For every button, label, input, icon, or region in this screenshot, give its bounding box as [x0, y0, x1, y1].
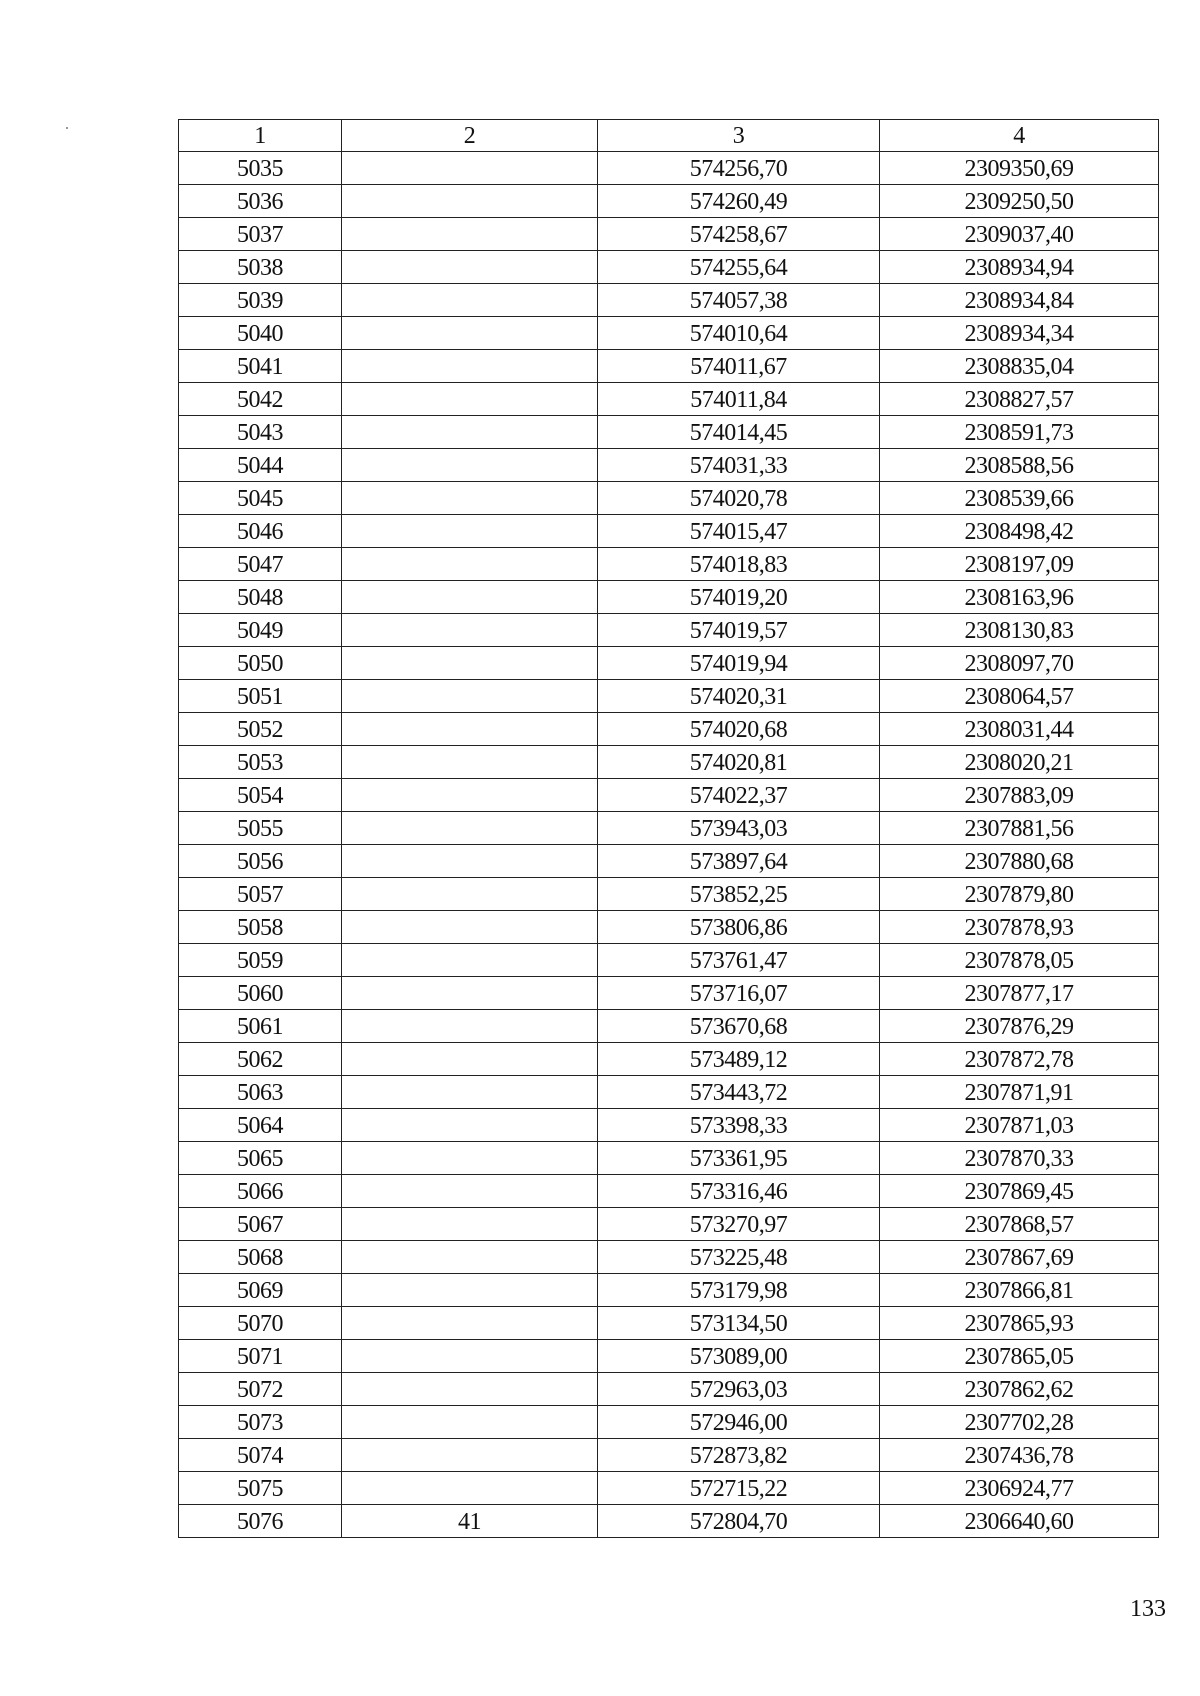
column-2-cell	[342, 977, 598, 1010]
point-number-cell: 5070	[179, 1307, 342, 1340]
coordinate-x-cell: 572946,00	[598, 1406, 880, 1439]
coordinate-y-cell: 2308934,94	[880, 251, 1159, 284]
coordinate-y-cell: 2307702,28	[880, 1406, 1159, 1439]
coordinate-y-cell: 2309250,50	[880, 185, 1159, 218]
point-number-cell: 5072	[179, 1373, 342, 1406]
coordinate-y-cell: 2308197,09	[880, 548, 1159, 581]
table-row	[179, 1439, 1159, 1472]
point-number-cell: 5064	[179, 1109, 342, 1142]
column-2-cell	[342, 416, 598, 449]
coordinate-y-cell: 2307865,93	[880, 1307, 1159, 1340]
table-row	[179, 482, 1159, 515]
coordinate-x-cell: 573316,46	[598, 1175, 880, 1208]
coordinate-y-cell: 2308588,56	[880, 449, 1159, 482]
point-number-cell: 5068	[179, 1241, 342, 1274]
point-number-cell: 5062	[179, 1043, 342, 1076]
coordinate-x-cell: 573398,33	[598, 1109, 880, 1142]
column-2-cell	[342, 1010, 598, 1043]
coordinate-y-cell: 2307878,93	[880, 911, 1159, 944]
coordinate-y-cell: 2309037,40	[880, 218, 1159, 251]
table-row	[179, 218, 1159, 251]
coordinate-x-cell: 573761,47	[598, 944, 880, 977]
table-row	[179, 647, 1159, 680]
coordinate-y-cell: 2307866,81	[880, 1274, 1159, 1307]
column-2-cell	[342, 1373, 598, 1406]
coordinate-x-cell: 574011,84	[598, 383, 880, 416]
coordinate-y-cell: 2308163,96	[880, 581, 1159, 614]
coordinate-x-cell: 574258,67	[598, 218, 880, 251]
table-row	[179, 944, 1159, 977]
coordinate-y-cell: 2307877,17	[880, 977, 1159, 1010]
coordinate-y-cell: 2307879,80	[880, 878, 1159, 911]
table-row	[179, 614, 1159, 647]
table-row	[179, 284, 1159, 317]
coordinate-y-cell: 2307872,78	[880, 1043, 1159, 1076]
coordinate-x-cell: 572963,03	[598, 1373, 880, 1406]
column-2-cell	[342, 944, 598, 977]
table-row	[179, 1175, 1159, 1208]
coordinate-y-cell: 2308020,21	[880, 746, 1159, 779]
point-number-cell: 5057	[179, 878, 342, 911]
table-header	[179, 120, 1159, 152]
coordinate-x-cell: 574255,64	[598, 251, 880, 284]
point-number-cell: 5066	[179, 1175, 342, 1208]
coordinate-y-cell: 2307871,91	[880, 1076, 1159, 1109]
table-row	[179, 977, 1159, 1010]
coordinate-x-cell: 574019,57	[598, 614, 880, 647]
coordinate-y-cell: 2307868,57	[880, 1208, 1159, 1241]
point-number-cell: 5061	[179, 1010, 342, 1043]
point-number-cell: 5043	[179, 416, 342, 449]
column-2-cell	[342, 713, 598, 746]
column-2-cell	[342, 1406, 598, 1439]
column-2-cell	[342, 515, 598, 548]
table-row	[179, 746, 1159, 779]
header-cell-3: 3	[598, 120, 880, 152]
point-number-cell: 5048	[179, 581, 342, 614]
coordinate-x-cell: 573852,25	[598, 878, 880, 911]
table-row	[179, 680, 1159, 713]
header-cell-2: 2	[342, 120, 598, 152]
coordinate-x-cell: 574018,83	[598, 548, 880, 581]
point-number-cell: 5054	[179, 779, 342, 812]
table-row	[179, 515, 1159, 548]
table-row	[179, 1010, 1159, 1043]
point-number-cell: 5036	[179, 185, 342, 218]
coordinate-y-cell: 2308934,34	[880, 317, 1159, 350]
table-row	[179, 1406, 1159, 1439]
column-2-cell	[342, 1142, 598, 1175]
point-number-cell: 5069	[179, 1274, 342, 1307]
table-row	[179, 416, 1159, 449]
table-row	[179, 1307, 1159, 1340]
coordinate-y-cell: 2308827,57	[880, 383, 1159, 416]
point-number-cell: 5073	[179, 1406, 342, 1439]
coordinate-x-cell: 574019,94	[598, 647, 880, 680]
column-2-cell	[342, 1307, 598, 1340]
column-2-cell	[342, 383, 598, 416]
coordinate-y-cell: 2306924,77	[880, 1472, 1159, 1505]
point-number-cell: 5052	[179, 713, 342, 746]
coordinate-x-cell: 573897,64	[598, 845, 880, 878]
coordinate-y-cell: 2307869,45	[880, 1175, 1159, 1208]
point-number-cell: 5047	[179, 548, 342, 581]
table-row	[179, 1373, 1159, 1406]
coordinate-x-cell: 574020,78	[598, 482, 880, 515]
point-number-cell: 5053	[179, 746, 342, 779]
table-row	[179, 911, 1159, 944]
column-2-cell	[342, 1340, 598, 1373]
column-2-cell	[342, 746, 598, 779]
table-row	[179, 1241, 1159, 1274]
point-number-cell: 5065	[179, 1142, 342, 1175]
table-row	[179, 1109, 1159, 1142]
column-2-cell	[342, 152, 598, 185]
table-row	[179, 878, 1159, 911]
point-number-cell: 5076	[179, 1505, 342, 1538]
table-row	[179, 1043, 1159, 1076]
table-row	[179, 713, 1159, 746]
column-2-cell	[342, 251, 598, 284]
point-number-cell: 5038	[179, 251, 342, 284]
coordinate-y-cell: 2307865,05	[880, 1340, 1159, 1373]
column-2-cell	[342, 581, 598, 614]
point-number-cell: 5050	[179, 647, 342, 680]
column-2-cell	[342, 1076, 598, 1109]
point-number-cell: 5063	[179, 1076, 342, 1109]
column-2-cell	[342, 1043, 598, 1076]
coordinate-x-cell: 573225,48	[598, 1241, 880, 1274]
point-number-cell: 5059	[179, 944, 342, 977]
point-number-cell: 5055	[179, 812, 342, 845]
column-2-cell	[342, 1109, 598, 1142]
point-number-cell: 5049	[179, 614, 342, 647]
table-row	[179, 317, 1159, 350]
table-row	[179, 845, 1159, 878]
table-row	[179, 350, 1159, 383]
table-row	[179, 779, 1159, 812]
coordinate-x-cell: 574057,38	[598, 284, 880, 317]
column-2-cell	[342, 1439, 598, 1472]
point-number-cell: 5075	[179, 1472, 342, 1505]
coordinate-y-cell: 2307870,33	[880, 1142, 1159, 1175]
table-row	[179, 1142, 1159, 1175]
coordinate-y-cell: 2308934,84	[880, 284, 1159, 317]
table-row	[179, 812, 1159, 845]
table-row	[179, 1505, 1159, 1538]
column-2-cell	[342, 449, 598, 482]
coordinate-y-cell: 2308835,04	[880, 350, 1159, 383]
header-cell-1: 1	[179, 120, 342, 152]
column-2-cell	[342, 878, 598, 911]
column-2-cell	[342, 218, 598, 251]
coordinate-x-cell: 573943,03	[598, 812, 880, 845]
point-number-cell: 5060	[179, 977, 342, 1010]
coordinate-x-cell: 573443,72	[598, 1076, 880, 1109]
coordinate-y-cell: 2307436,78	[880, 1439, 1159, 1472]
point-number-cell: 5074	[179, 1439, 342, 1472]
coordinate-y-cell: 2307871,03	[880, 1109, 1159, 1142]
coordinate-y-cell: 2308097,70	[880, 647, 1159, 680]
coordinates-table	[178, 119, 1159, 1538]
column-2-cell	[342, 1274, 598, 1307]
coordinate-x-cell: 574031,33	[598, 449, 880, 482]
coordinate-y-cell: 2306640,60	[880, 1505, 1159, 1538]
column-2-cell	[342, 317, 598, 350]
column-2-cell	[342, 911, 598, 944]
column-2-cell	[342, 1472, 598, 1505]
coordinate-y-cell: 2308064,57	[880, 680, 1159, 713]
coordinate-y-cell: 2308130,83	[880, 614, 1159, 647]
table-row	[179, 1208, 1159, 1241]
column-2-cell	[342, 680, 598, 713]
coordinate-x-cell: 574020,81	[598, 746, 880, 779]
coordinate-x-cell: 573489,12	[598, 1043, 880, 1076]
coordinate-y-cell: 2308031,44	[880, 713, 1159, 746]
column-2-cell	[342, 812, 598, 845]
coordinate-y-cell: 2308591,73	[880, 416, 1159, 449]
point-number-cell: 5035	[179, 152, 342, 185]
table-row	[179, 185, 1159, 218]
point-number-cell: 5056	[179, 845, 342, 878]
point-number-cell: 5044	[179, 449, 342, 482]
coordinate-y-cell: 2307876,29	[880, 1010, 1159, 1043]
coordinate-x-cell: 574022,37	[598, 779, 880, 812]
point-number-cell: 5058	[179, 911, 342, 944]
coordinate-x-cell: 573361,95	[598, 1142, 880, 1175]
table-row	[179, 1076, 1159, 1109]
coordinate-x-cell: 573179,98	[598, 1274, 880, 1307]
coordinate-y-cell: 2307883,09	[880, 779, 1159, 812]
point-number-cell: 5037	[179, 218, 342, 251]
column-2-cell	[342, 779, 598, 812]
column-2-cell	[342, 614, 598, 647]
coordinate-y-cell: 2308539,66	[880, 482, 1159, 515]
table-row	[179, 1274, 1159, 1307]
coordinate-x-cell: 574260,49	[598, 185, 880, 218]
scan-speck	[66, 127, 68, 129]
column-2-cell	[342, 548, 598, 581]
column-2-cell	[342, 1175, 598, 1208]
coordinate-x-cell: 574014,45	[598, 416, 880, 449]
table-row	[179, 251, 1159, 284]
table-row	[179, 383, 1159, 416]
coordinate-x-cell: 574256,70	[598, 152, 880, 185]
coordinate-y-cell: 2309350,69	[880, 152, 1159, 185]
table-row	[179, 152, 1159, 185]
coordinate-x-cell: 573670,68	[598, 1010, 880, 1043]
coordinate-x-cell: 574015,47	[598, 515, 880, 548]
point-number-cell: 5071	[179, 1340, 342, 1373]
table-row	[179, 449, 1159, 482]
column-2-cell	[342, 647, 598, 680]
coordinate-x-cell: 572715,22	[598, 1472, 880, 1505]
table-row	[179, 548, 1159, 581]
coordinate-x-cell: 574010,64	[598, 317, 880, 350]
table-row	[179, 1472, 1159, 1505]
coordinate-x-cell: 573806,86	[598, 911, 880, 944]
column-2-cell	[342, 185, 598, 218]
coordinate-y-cell: 2308498,42	[880, 515, 1159, 548]
column-2-cell	[342, 350, 598, 383]
coordinate-y-cell: 2307867,69	[880, 1241, 1159, 1274]
page-number: 133	[1130, 1596, 1166, 1622]
header-row	[179, 120, 1159, 152]
table-body	[179, 152, 1159, 1538]
point-number-cell: 5040	[179, 317, 342, 350]
coordinate-x-cell: 572873,82	[598, 1439, 880, 1472]
column-2-cell	[342, 482, 598, 515]
header-cell-4: 4	[880, 120, 1159, 152]
coordinate-x-cell: 573270,97	[598, 1208, 880, 1241]
column-2-cell	[342, 284, 598, 317]
coordinate-y-cell: 2307862,62	[880, 1373, 1159, 1406]
coordinate-x-cell: 573089,00	[598, 1340, 880, 1373]
table-row	[179, 581, 1159, 614]
point-number-cell: 5039	[179, 284, 342, 317]
coordinate-x-cell: 574020,68	[598, 713, 880, 746]
coordinate-x-cell: 574019,20	[598, 581, 880, 614]
column-2-cell	[342, 1208, 598, 1241]
point-number-cell: 5067	[179, 1208, 342, 1241]
coordinate-x-cell: 574020,31	[598, 680, 880, 713]
point-number-cell: 5046	[179, 515, 342, 548]
table-row	[179, 1340, 1159, 1373]
coordinate-x-cell: 572804,70	[598, 1505, 880, 1538]
point-number-cell: 5051	[179, 680, 342, 713]
coordinate-y-cell: 2307880,68	[880, 845, 1159, 878]
coordinate-y-cell: 2307881,56	[880, 812, 1159, 845]
point-number-cell: 5045	[179, 482, 342, 515]
coordinate-x-cell: 573134,50	[598, 1307, 880, 1340]
column-2-cell	[342, 1241, 598, 1274]
coordinate-y-cell: 2307878,05	[880, 944, 1159, 977]
coordinate-x-cell: 574011,67	[598, 350, 880, 383]
coordinate-x-cell: 573716,07	[598, 977, 880, 1010]
point-number-cell: 5042	[179, 383, 342, 416]
point-number-cell: 5041	[179, 350, 342, 383]
column-2-cell: 41	[342, 1505, 598, 1538]
column-2-cell	[342, 845, 598, 878]
